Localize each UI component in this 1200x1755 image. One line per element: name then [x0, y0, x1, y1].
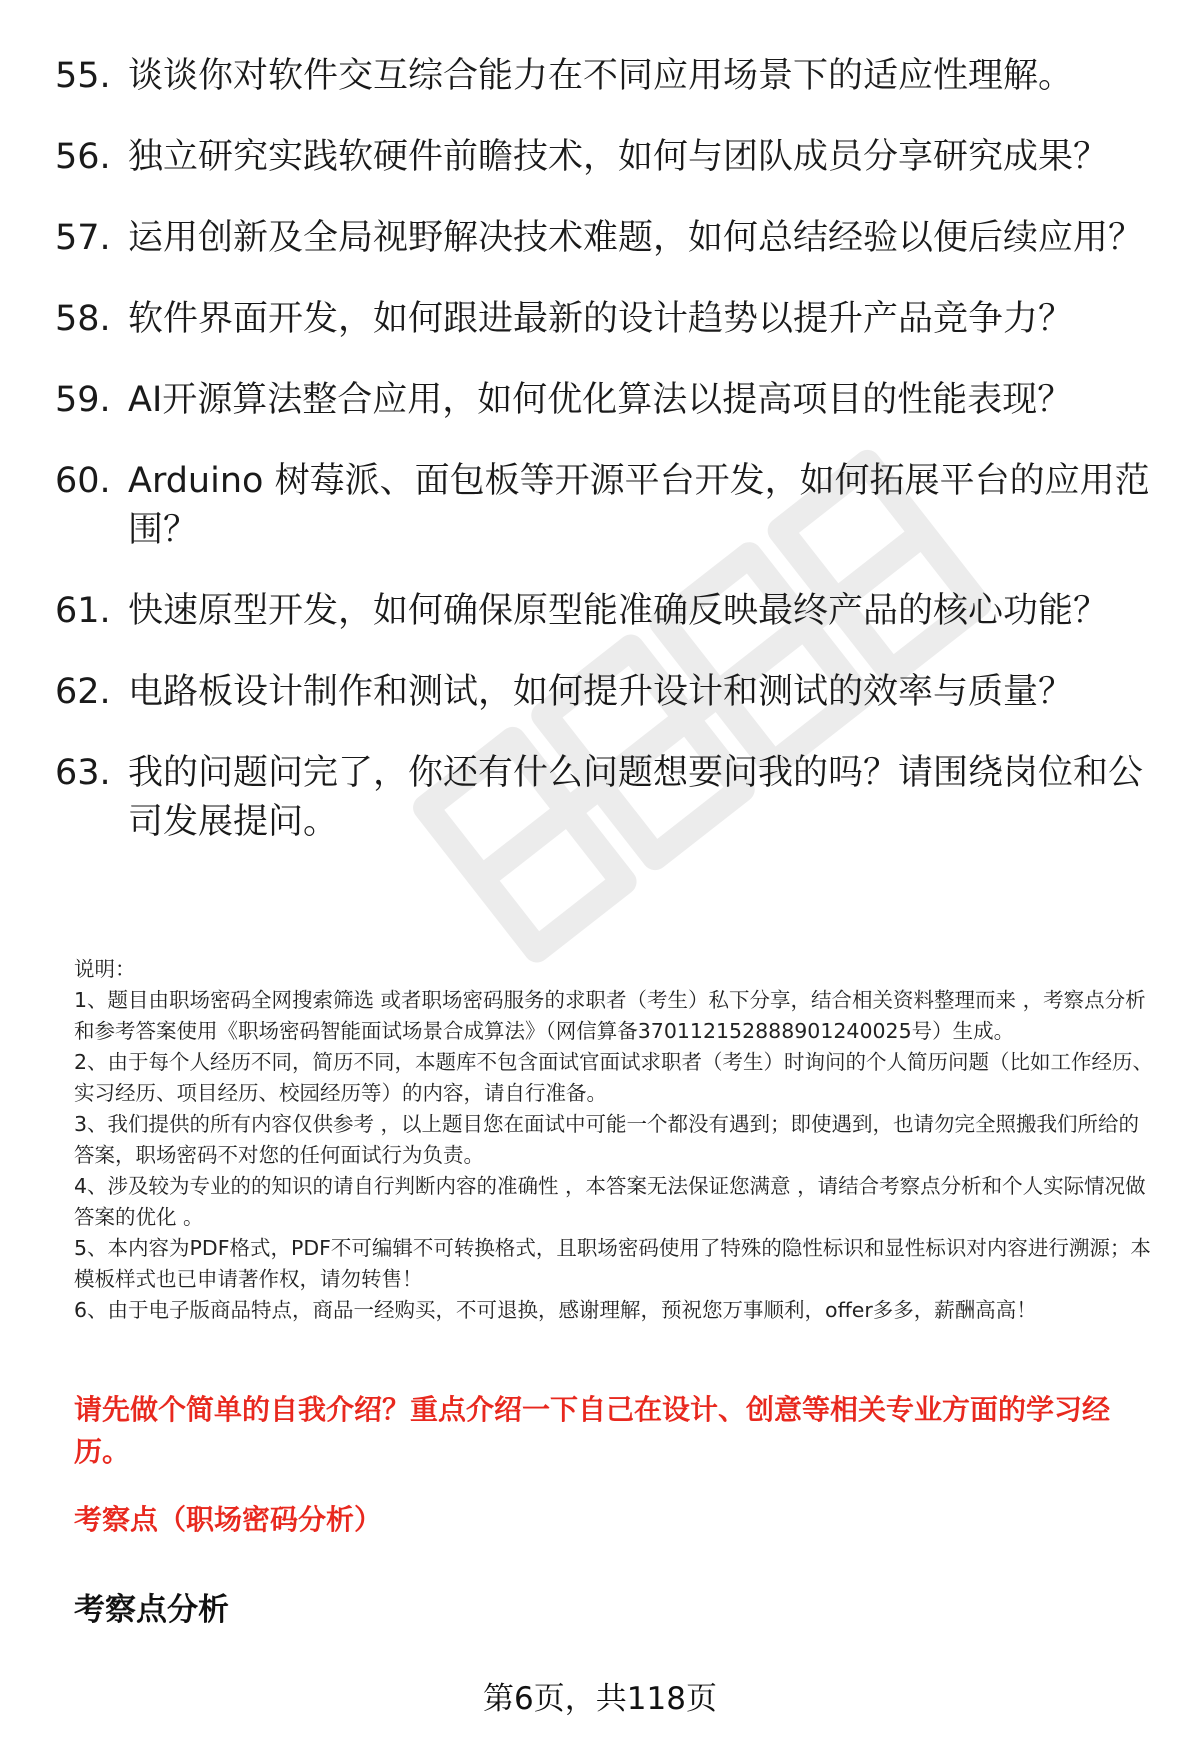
question-item-57	[55, 214, 1155, 263]
question-number: 56.	[55, 137, 111, 177]
question-number: 57.	[55, 218, 111, 258]
question-text: AI开源算法整合应用，如何优化算法以提高项目的性能表现？	[128, 380, 1073, 420]
question-text: Arduino 树莓派、面包板等开源平台开发，如何拓展平台的应用范围？	[128, 461, 1150, 550]
note-item-2: 2、由于每个人经历不同，简历不同，本题库不包含面试官面试求职者（考生）时询问的个人简历问题（比如工作经历、实习经历、项目经历、校园经历等）的内容，请自行准备。	[74, 1050, 1154, 1105]
question-text: 独立研究实践软硬件前瞻技术，如何与团队成员分享研究成果？	[128, 137, 1109, 177]
question-item-55	[55, 52, 1155, 101]
question-text: 我的问题问完了，你还有什么问题想要问我的吗？请围绕岗位和公司发展提问。	[128, 753, 1144, 842]
question-number: 59.	[55, 380, 111, 420]
question-item-59	[55, 376, 1155, 425]
question-number: 61.	[55, 591, 111, 631]
note-item-5: 5、本内容为PDF格式，PDF不可编辑不可转换格式，且职场密码使用了特殊的隐性标识和显性标识对内容进行溯源；本模板样式也已申请著作权，请勿转售！	[74, 1236, 1151, 1291]
question-number: 55.	[55, 56, 111, 96]
notes-section	[74, 954, 1159, 1326]
note-item-4: 4、涉及较为专业的的知识的请自行判断内容的准确性 ，本答案无法保证您满意 ，请结合考察点分析和个人实际情况做答案的优化 。	[74, 1174, 1146, 1229]
question-number: 60.	[55, 461, 111, 501]
question-text: 快速原型开发，如何确保原型能准确反映最终产品的核心功能？	[128, 591, 1109, 631]
question-item-62	[55, 668, 1155, 717]
question-item-60	[55, 457, 1155, 555]
note-item-3: 3、我们提供的所有内容仅供参考 ，以上题目您在面试中可能一个都没有遇到；即使遇到，也请勿完全照搬我们所给的答案，职场密码不对您的任何面试行为负责。	[74, 1112, 1140, 1167]
question-item-56	[55, 133, 1155, 182]
featured-question: 请先做个简单的自我介绍？重点介绍一下自己在设计、创意等相关专业方面的学习经历。	[74, 1393, 1111, 1468]
question-text: 谈谈你对软件交互综合能力在不同应用场景下的适应性理解。	[128, 56, 1074, 96]
question-item-61	[55, 587, 1155, 636]
question-text: 运用创新及全局视野解决技术难题，如何总结经验以便后续应用？	[128, 218, 1144, 258]
question-item-58	[55, 295, 1155, 344]
question-text: 软件界面开发，如何跟进最新的设计趋势以提升产品竞争力？	[128, 299, 1074, 339]
note-item-6: 6、由于电子版商品特点，商品一经购买，不可退换，感谢理解，预祝您万事顺利，offer多多，薪酬高高！	[74, 1298, 1037, 1322]
question-list	[55, 52, 1155, 879]
question-text: 电路板设计制作和测试，如何提升设计和测试的效率与质量？	[128, 672, 1074, 712]
note-item-1: 1、题目由职场密码全网搜索筛选 或者职场密码服务的求职者（考生）私下分享，结合相关资料整理而来 ，考察点分析和参考答案使用《职场密码智能面试场景合成算法》（网信算备370112152888901240025号）生成。	[74, 988, 1146, 1043]
question-number: 58.	[55, 299, 111, 339]
question-number: 62.	[55, 672, 111, 712]
question-number: 63.	[55, 753, 111, 793]
exam-point-label: 考察点（职场密码分析）	[74, 1503, 383, 1536]
notes-heading: 说明：	[74, 957, 136, 981]
question-item-63	[55, 749, 1155, 847]
analysis-title: 考察点分析	[74, 1592, 229, 1628]
page-footer: 第6页，共118页	[483, 1681, 717, 1717]
